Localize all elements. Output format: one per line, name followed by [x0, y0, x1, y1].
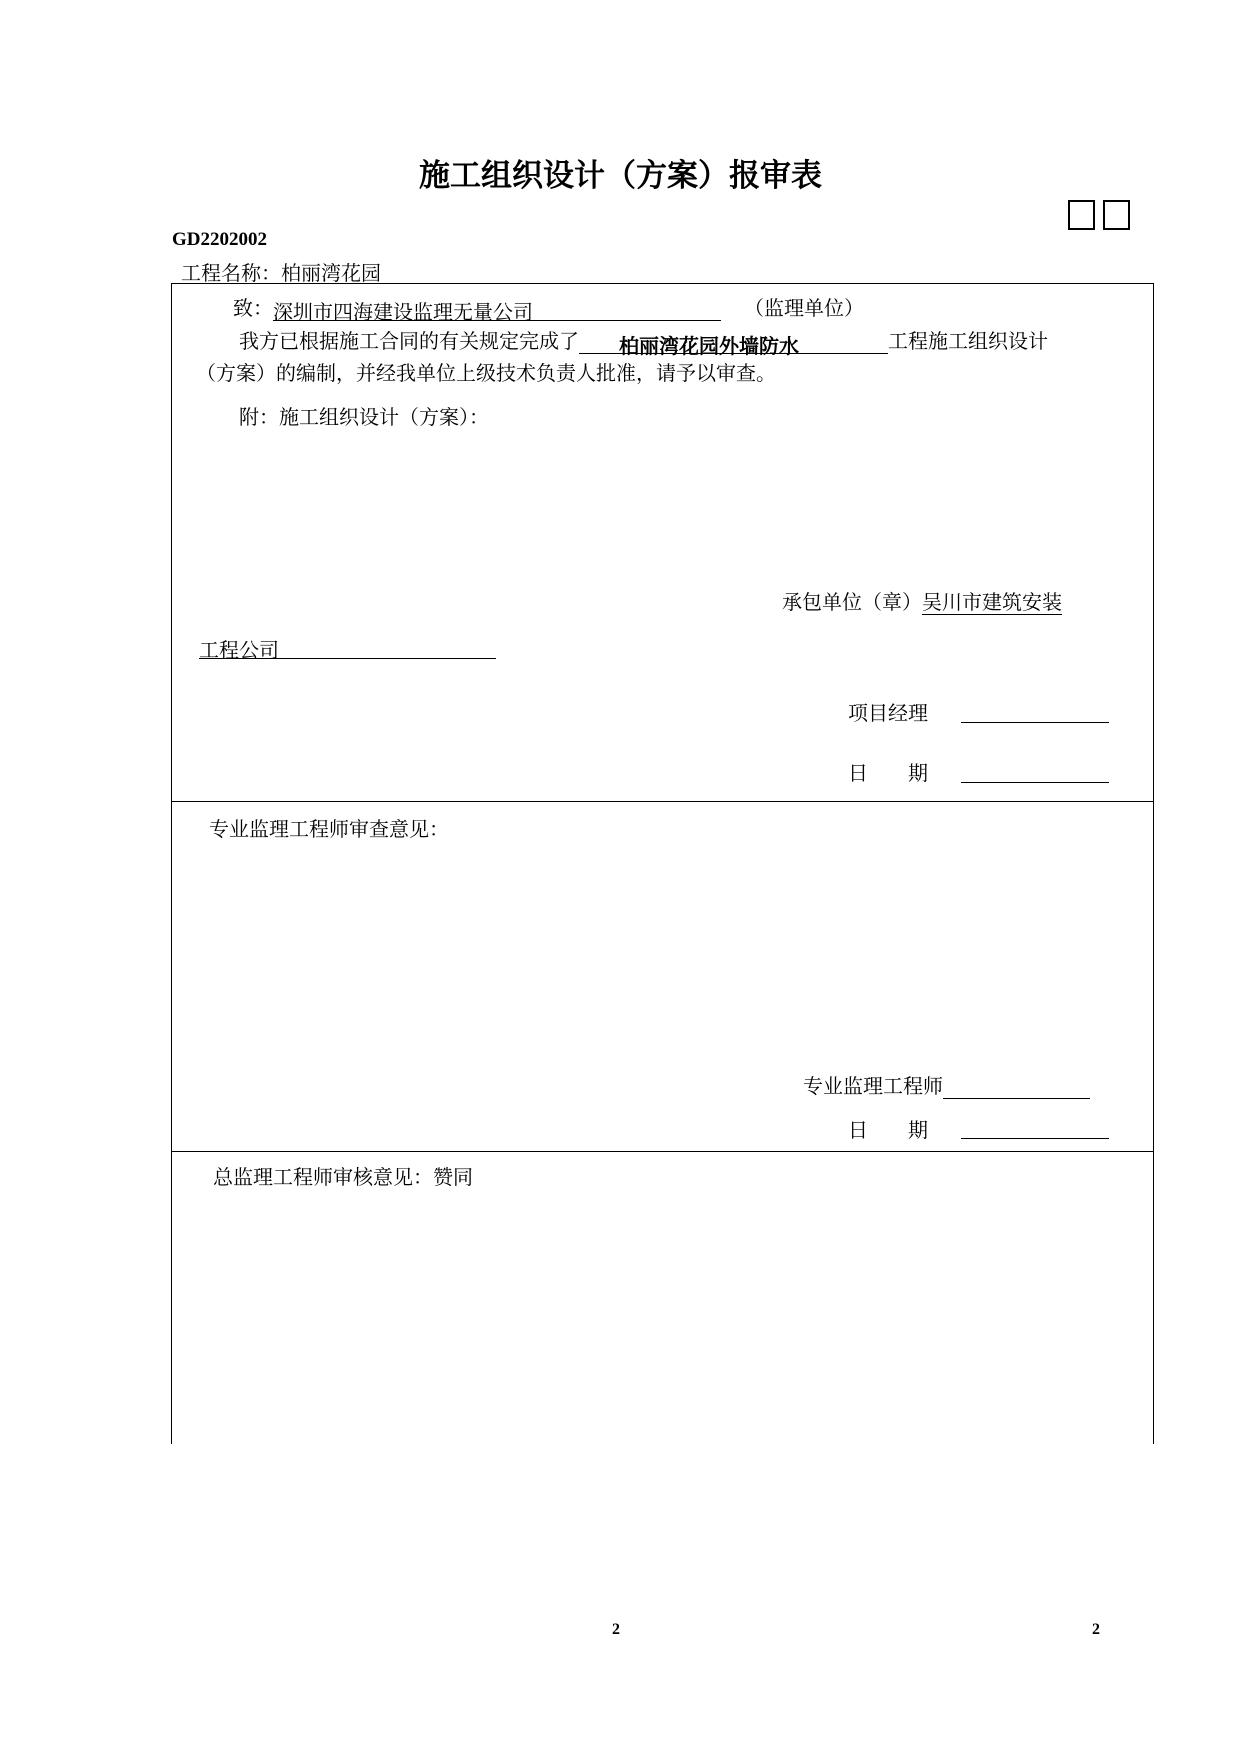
page-number-center: 2 — [612, 1621, 620, 1638]
statement-project-field[interactable] — [579, 330, 888, 358]
contractor-name-part1: 吴川市建筑安装 — [922, 590, 1062, 614]
form-code: GD2202002 — [172, 229, 267, 250]
project-manager-field[interactable] — [961, 722, 1109, 723]
page-title: 施工组织设计（方案）报审表 — [419, 158, 822, 194]
form-table — [171, 283, 1154, 1444]
engineer-sign-row — [803, 1070, 1090, 1099]
statement-suffix: 工程施工组织设计 — [888, 329, 1048, 353]
contractor-continued — [199, 634, 496, 662]
chief-opinion-value: 赞同 — [433, 1165, 473, 1189]
section1-date-field[interactable] — [961, 782, 1109, 783]
statement-prefix: 我方已根据施工合同的有关规定完成了 — [239, 329, 579, 353]
addressee-prefix: 致： — [233, 296, 273, 320]
attachment-label: 附：施工组织设计（方案）： — [239, 405, 489, 429]
contractor-name-part2: 工程公司 — [199, 638, 279, 662]
engineer-opinion-label: 专业监理工程师审查意见： — [209, 817, 449, 841]
supervision-unit-value: 深圳市四海建设监理无量公司 — [273, 300, 533, 324]
page-number-right: 2 — [1092, 1621, 1100, 1638]
section1-date-label: 日 期 — [848, 761, 928, 785]
statement-line-2: （方案）的编制，并经我单位上级技术负责人批准，请予以审查。 — [196, 361, 776, 385]
engineer-sign-label: 专业监理工程师 — [803, 1074, 943, 1098]
contractor-row — [782, 586, 1062, 615]
addressee-row — [233, 292, 721, 324]
project-label: 工程名称： — [181, 261, 281, 285]
section2-date-label: 日 期 — [848, 1118, 928, 1142]
contractor-label: 承包单位（章） — [782, 590, 922, 614]
engineer-sign-field[interactable] — [943, 1074, 1090, 1099]
contractor-name-field[interactable] — [199, 634, 496, 662]
section2-date-field[interactable] — [961, 1138, 1109, 1139]
section-divider-1 — [171, 801, 1154, 802]
addressee-suffix: （监理单位） — [744, 296, 864, 320]
project-manager-label: 项目经理 — [848, 701, 928, 725]
checkbox-1[interactable] — [1068, 200, 1095, 230]
statement-project-value: 柏丽湾花园外墙防水 — [619, 334, 799, 358]
statement-row — [239, 325, 1048, 358]
supervision-unit-field[interactable] — [273, 296, 721, 324]
project-name-row — [181, 257, 381, 286]
checkbox-2[interactable] — [1103, 200, 1130, 230]
chief-opinion-label: 总监理工程师审核意见： — [213, 1165, 433, 1189]
section-divider-2 — [171, 1151, 1154, 1152]
chief-opinion-row — [213, 1161, 473, 1190]
project-name-value: 柏丽湾花园 — [281, 261, 381, 285]
